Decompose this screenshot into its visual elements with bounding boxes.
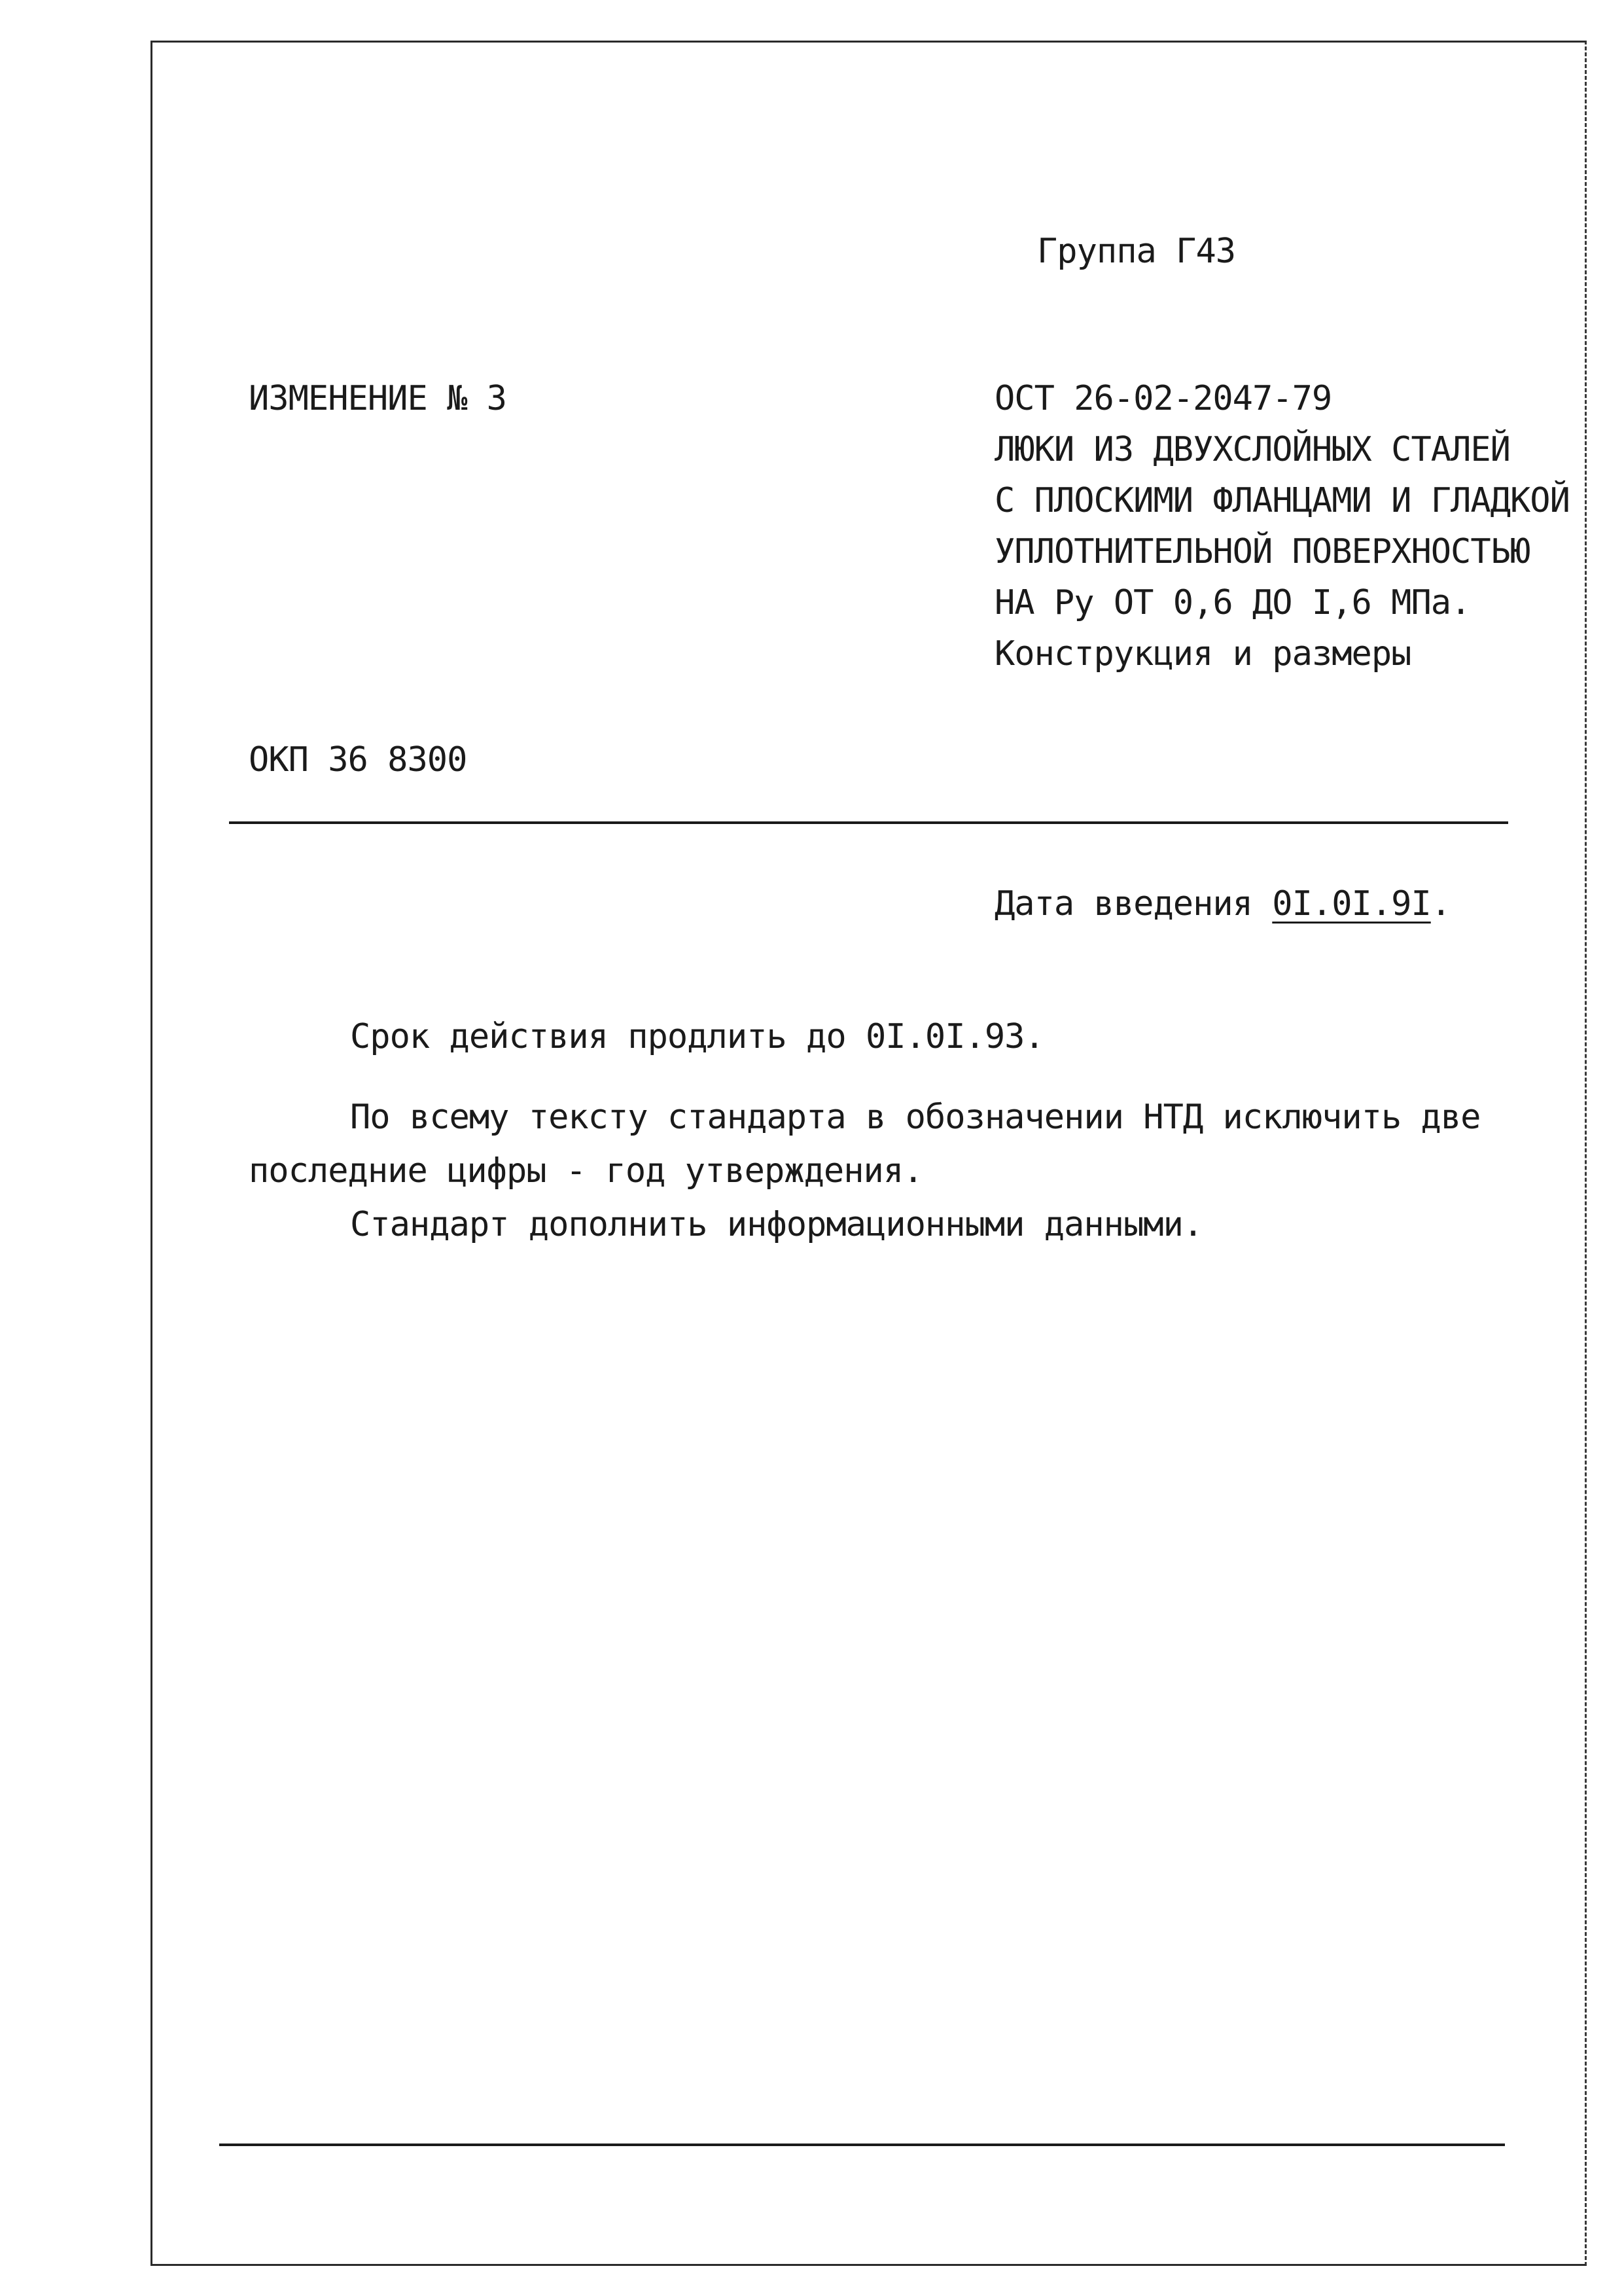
introduction-date-label: Дата введения [995, 884, 1273, 924]
introduction-date-end: . [1430, 884, 1451, 924]
introduction-date-value: 0I.0I.9I [1272, 884, 1431, 924]
okp-code: ОКП 36 8300 [249, 740, 467, 780]
divider-top [229, 821, 1508, 824]
standard-title-line-4: НА Ру ОТ 0,6 ДО I,6 МПа. [995, 583, 1471, 622]
divider-bottom [219, 2144, 1505, 2146]
paragraph-info-data: Стандарт дополнить информационными данными. [350, 1205, 1203, 1244]
standard-block [995, 373, 1570, 679]
standard-title-line-1: ЛЮКИ ИЗ ДВУХСЛОЙНЫХ СТАЛЕЙ [995, 430, 1510, 469]
standard-title-line-3: УПЛОТНИТЕЛЬНОЙ ПОВЕРХНОСТЬЮ [995, 532, 1530, 571]
change-number: ИЗМЕНЕНИЕ № 3 [249, 379, 506, 418]
paragraph-validity: Срок действия продлить до 0I.0I.93. [350, 1017, 1044, 1056]
standard-code: ОСТ 26-02-2047-79 [995, 379, 1332, 418]
paragraph-designation-line-2: последние цифры - год утверждения. [249, 1151, 923, 1191]
standard-title-line-2: С ПЛОСКИМИ ФЛАНЦАМИ И ГЛАДКОЙ [995, 481, 1570, 520]
introduction-date [995, 878, 1451, 929]
paragraph-designation-line-1: По всему тексту стандарта в обозначении НТД исключить две [350, 1098, 1481, 1137]
standard-title-line-5: Конструкция и размеры [995, 634, 1411, 673]
group-label: Группа Г43 [1037, 232, 1236, 271]
